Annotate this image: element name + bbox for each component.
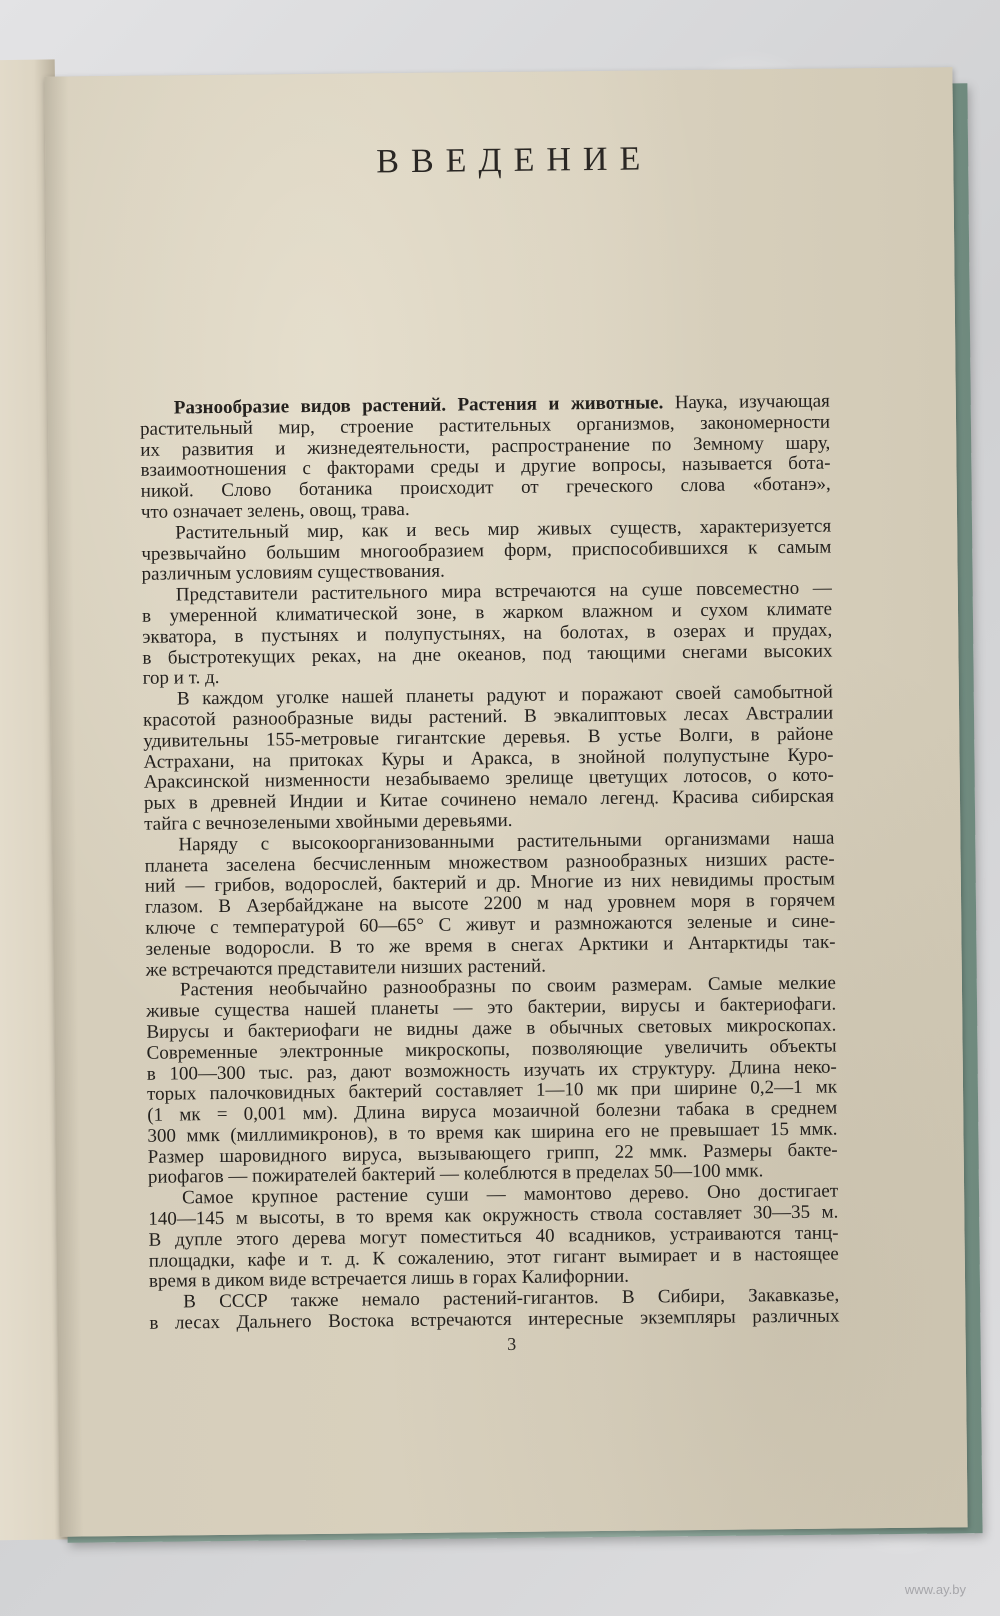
line-text: в умеренной климатической зоне, в жарком влажном и сухом климате (141, 598, 833, 627)
line-text: глазом. В Азербайджане на высоте 2200 м над уровнем моря в горячем (144, 889, 836, 918)
line-text: Вирусы и бактериофаги не видны даже в обычных световых микроскопах. (146, 1014, 837, 1043)
line-text: риофагов — пожирателей бактерий — колеблются в пределах 50—100 ммк. (147, 1160, 764, 1189)
line-text: Современные электронные микроскопы, позволяющие увеличить объекты (146, 1035, 837, 1064)
watermark: www.ay.by (904, 1582, 966, 1597)
line-text: экватора, в пустынях и полупустынях, на болотах, в озерах и прудах, (142, 619, 833, 648)
line-text: удивительны 155-метровые гигантские деревья. В устье Волги, в районе (143, 723, 834, 752)
book-page (44, 67, 967, 1536)
line-text: время в диком виде встречается лишь в горах Калифорнии. (148, 1266, 630, 1293)
line-text: различным условиям существования. (141, 561, 445, 586)
line-text: их развития и жизнедеятельности, распространение по Земному шару, (140, 432, 831, 461)
page-number: 3 (507, 1333, 517, 1355)
line-text: тайга с вечнозелеными хвойными деревьями. (144, 809, 513, 835)
line-text: Наука, изучающая (663, 390, 830, 414)
body-text (140, 392, 840, 1335)
line-text: Наряду с высокоорганизованными растительными организмами наша (178, 827, 835, 856)
line-text: Представители растительного мира встречаются на суше повсеместно — (175, 577, 832, 606)
line-text: Астрахани, на притоках Куры и Аракса, в знойной полупустыне Куро- (143, 744, 834, 773)
line-text: (1 мк = 0,001 мм). Длина вируса мозаичной болезни табака в среднем (147, 1097, 838, 1126)
line-text: в лесах Дальнего Востока встречаются интересные экземпляры различных (149, 1305, 840, 1334)
line-text: живые существа нашей планеты — это бактерии, вирусы и бактериофаги. (146, 993, 837, 1022)
line-text: гор и т. д. (142, 667, 220, 690)
line-text: ний — грибов, водорослей, бактерий и др. Многие из них невидимы простым (144, 868, 835, 898)
line-text: В каждом уголке нашей планеты радуют и поражают своей самобытной (176, 681, 833, 710)
line-text: в быстротекущих реках, на дне океанов, под тающими снегами высоких (142, 640, 833, 669)
line-text: 140—145 м высоты, в то время как окружность ствола составляет 30—35 м. (148, 1201, 839, 1230)
line-text: никой. Слово ботаника происходит от греческого слова «ботанэ», (140, 473, 831, 502)
line-text: Размер шаровидного вируса, вызывающего грипп, 22 ммк. Размеры бакте- (147, 1139, 838, 1168)
line-text: площадки, кафе и т. д. К сожалению, этот гигант вымирает и в настоящее (148, 1243, 839, 1272)
line-text: Самое крупное растение суши — мамонтово дерево. Оно достигает (182, 1180, 839, 1209)
line-text: ключе с температурой 60—65° С живут и размножаются зеленые и сине- (145, 910, 836, 939)
line-text: Растительный мир, как и весь мир живых существ, характеризуется (175, 515, 832, 544)
line-text: рых в древней Индии и Китае сочинено немало легенд. Красива сибирская (143, 785, 835, 814)
chapter-heading: ВВЕДЕНИЕ (376, 140, 653, 181)
line-text: взаимоотношения с факторами среды и другие вопросы, называется бота- (140, 452, 831, 482)
line-text: чрезвычайно большим многообразием форм, приспособившихся к самым (141, 536, 832, 565)
line-text: что означает зелень, овощ, трава. (140, 498, 410, 523)
line-text: же встречаются представители низших растений. (145, 955, 547, 981)
paragraph-lead-in: Разнообразие видов растений. Растения и животные. (173, 392, 664, 419)
line-text: Араксинской низменности незабываемо зрелище цветущих лотосов, о кото- (143, 764, 834, 794)
line-text: Растения необычайно разнообразны по своим размерам. Самые мелкие (179, 972, 837, 1001)
line-text: красотой разнообразные виды растений. В эвкалиптовых лесах Австралии (143, 702, 834, 731)
line-text: зеленые водоросли. В то же время в снегах Арктики и Антарктиды так- (145, 931, 836, 960)
line-text: растительный мир, строение растительных организмов, закономерности (139, 411, 831, 440)
line-text: в 100—300 тыс. раз, дают возможность изучать их структуру. Длина неко- (146, 1056, 837, 1085)
line-text: В дупле этого дерева могут поместиться 40 всадников, устраиваются танц- (148, 1222, 839, 1251)
text-line (149, 1307, 839, 1335)
line-text: В СССР также немало растений-гигантов. В Сибири, Закавказье, (183, 1284, 840, 1313)
line-text: торых палочковидных бактерий составляет 1—10 мк при ширине 0,2—1 мк (146, 1076, 838, 1106)
line-text: планета заселена бесчисленным множеством разнообразных низших расте- (144, 848, 835, 877)
line-text: 300 ммк (миллимикронов), в то время как ширина его не превышает 15 ммк. (147, 1118, 838, 1147)
